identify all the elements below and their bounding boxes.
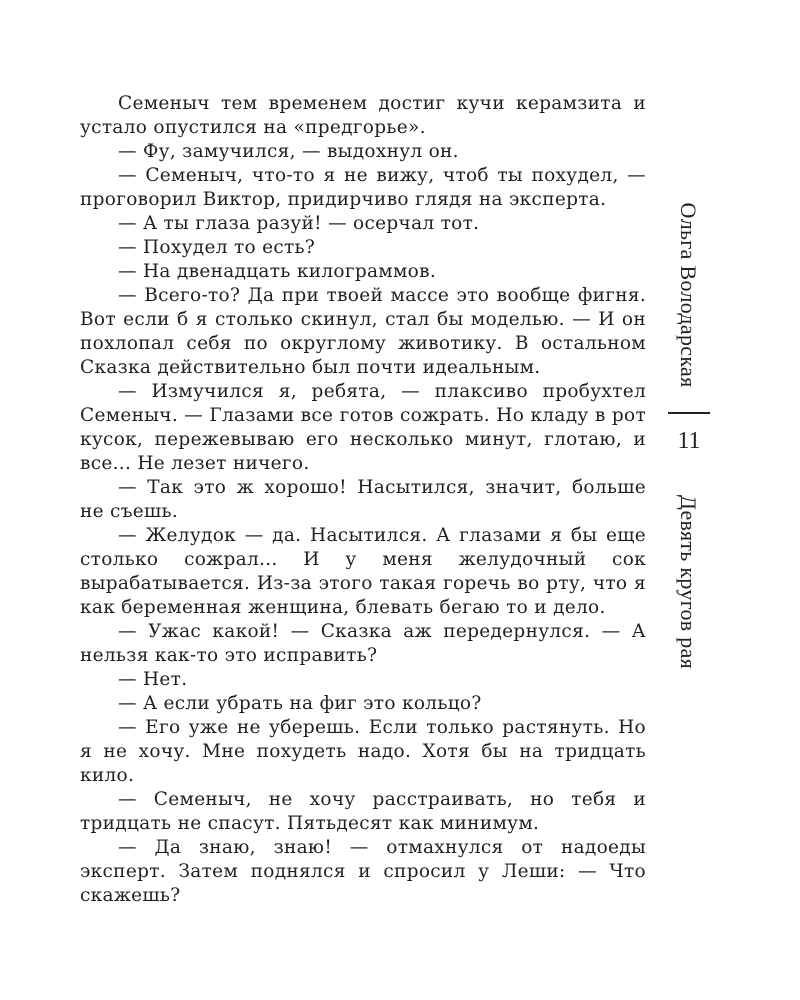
- paragraph: — Семеныч, что-то я не вижу, чтоб ты похудел, — проговорил Виктор, придирчиво глядя на эксперта.: [80, 165, 646, 210]
- paragraph: — Да знаю, знаю! — отмахнулся от надоеды эксперт. Затем поднялся и спросил у Леши: — Что скажешь?: [80, 837, 646, 906]
- paragraph: — Похудел то есть?: [118, 237, 316, 258]
- running-head-sidebar: [660, 90, 720, 670]
- paragraph: — На двенадцать килограммов.: [118, 261, 437, 282]
- body-text: [80, 92, 646, 908]
- paragraph: — Всего-то? Да при твоей массе это вообще фигня. Вот если б я столько скинул, стал бы моделью. — И он похлопал себя по округлому животику. В остальном Сказка действительно был почти идеальным.: [80, 285, 646, 378]
- paragraph: — Нет.: [118, 669, 188, 690]
- page-number: 11: [677, 428, 701, 454]
- paragraph: — Фу, замучился, — выдохнул он.: [118, 141, 459, 162]
- paragraph: — А ты глаза разуй! — осерчал тот.: [118, 213, 480, 234]
- paragraph: — Ужас какой! — Сказка аж передернулся. — А нельзя как-то это исправить?: [80, 621, 646, 666]
- author-name: Ольга Володарская: [676, 202, 701, 388]
- paragraph: — Семеныч, не хочу расстраивать, но тебя и тридцать не спасут. Пятьдесят как минимум.: [80, 789, 646, 834]
- paragraph: — Его уже не уберешь. Если только растянуть. Но я не хочу. Мне похудеть надо. Хотя бы на тридцать кило.: [80, 717, 646, 786]
- book-title: Девять кругов рая: [676, 494, 701, 670]
- paragraph: — Измучился я, ребята, — плаксиво пробухтел Семеныч. — Глазами все готов сожрать. Но кладу в рот кусок, пережевываю его несколько минут, глотаю, и все... Не лезет ничего.: [80, 381, 646, 474]
- paragraph: — А если убрать на фиг это кольцо?: [118, 693, 482, 714]
- paragraph: Семеныч тем временем достиг кучи керамзита и устало опустился на «предгорье».: [80, 93, 646, 138]
- paragraph: — Так это ж хорошо! Насытился, значит, больше не съешь.: [80, 477, 646, 522]
- paragraph: — Желудок — да. Насытился. А глазами я бы еще столько сожрал... И у меня желудочный сок вырабатывается. Из-за этого такая горечь во рту, что я как беременная женщина, блевать бегаю то и дело.: [80, 525, 646, 618]
- divider-line: [668, 412, 710, 414]
